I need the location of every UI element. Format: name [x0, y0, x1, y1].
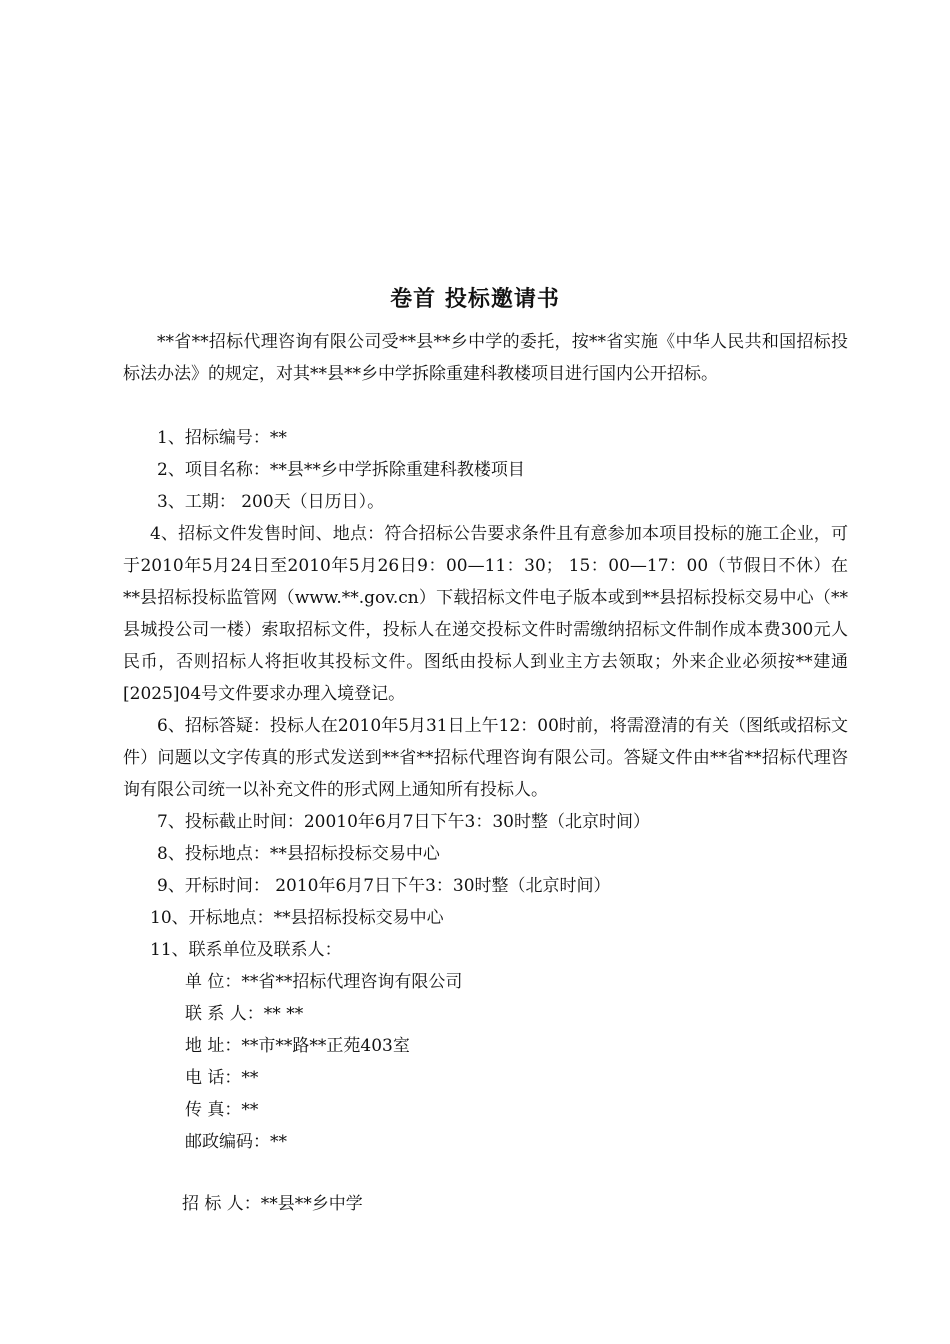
item-bid-deadline: 7、投标截止时间：20010年6月7日下午3：30时整（北京时间） — [157, 812, 650, 832]
contact-phone: 电 话：** — [185, 1068, 259, 1088]
contact-fax: 传 真：** — [185, 1100, 259, 1120]
item-tender-number: 1、招标编号：** — [157, 428, 287, 448]
intro-paragraph: **省**招标代理咨询有限公司受**县**乡中学的委托，按**省实施《中华人民共和国招标投标法办法》的规定，对其**县**乡中学拆除重建科教楼项目进行国内公开招标。 — [123, 332, 848, 384]
page-title: 卷首 投标邀请书 — [390, 286, 560, 312]
contact-address: 地 址：**市**路**正苑403室 — [185, 1036, 410, 1056]
contact-unit: 单 位：**省**招标代理咨询有限公司 — [185, 972, 463, 992]
item-opening-location: 10、开标地点：**县招标投标交易中心 — [150, 908, 444, 928]
contact-person: 联 系 人：** ** — [185, 1004, 304, 1024]
item-contact-heading: 11、联系单位及联系人： — [150, 940, 342, 960]
item-project-name: 2、项目名称：**县**乡中学拆除重建科教楼项目 — [157, 460, 525, 480]
tenderer-line: 招 标 人：**县**乡中学 — [182, 1194, 363, 1214]
item-document-sale: 4、招标文件发售时间、地点：符合招标公告要求条件且有意参加本项目投标的施工企业，可于2010年5月24日至2010年5月26日9：00—11：30； 15：00—17：00（节假日不休）在**县招标投标监管网（www.**.gov.cn）下载招标文件电子版本或到**县招标投标交易中心（**县城投公司一楼）索取招标文件，投标人在递交投标文件时需缴纳招标文件制作成本费300元人民币，否则招标人将拒收其投标文件。图纸由投标人到业主方去领取；外来企业必须按**建通[2025]04号文件要求办理入境登记。 — [123, 524, 848, 704]
item-duration: 3、工期： 200天（日历日）。 — [157, 492, 385, 512]
item-opening-time: 9、开标时间： 2010年6月7日下午3：30时整（北京时间） — [157, 876, 611, 896]
item-clarification: 6、招标答疑：投标人在2010年5月31日上午12：00时前，将需澄清的有关（图纸或招标文件）问题以文字传真的形式发送到**省**招标代理咨询有限公司。答疑文件由**省**招标代理咨询有限公司统一以补充文件的形式网上通知所有投标人。 — [123, 716, 848, 800]
item-bid-location: 8、投标地点：**县招标投标交易中心 — [157, 844, 440, 864]
contact-postcode: 邮政编码：** — [185, 1132, 287, 1152]
